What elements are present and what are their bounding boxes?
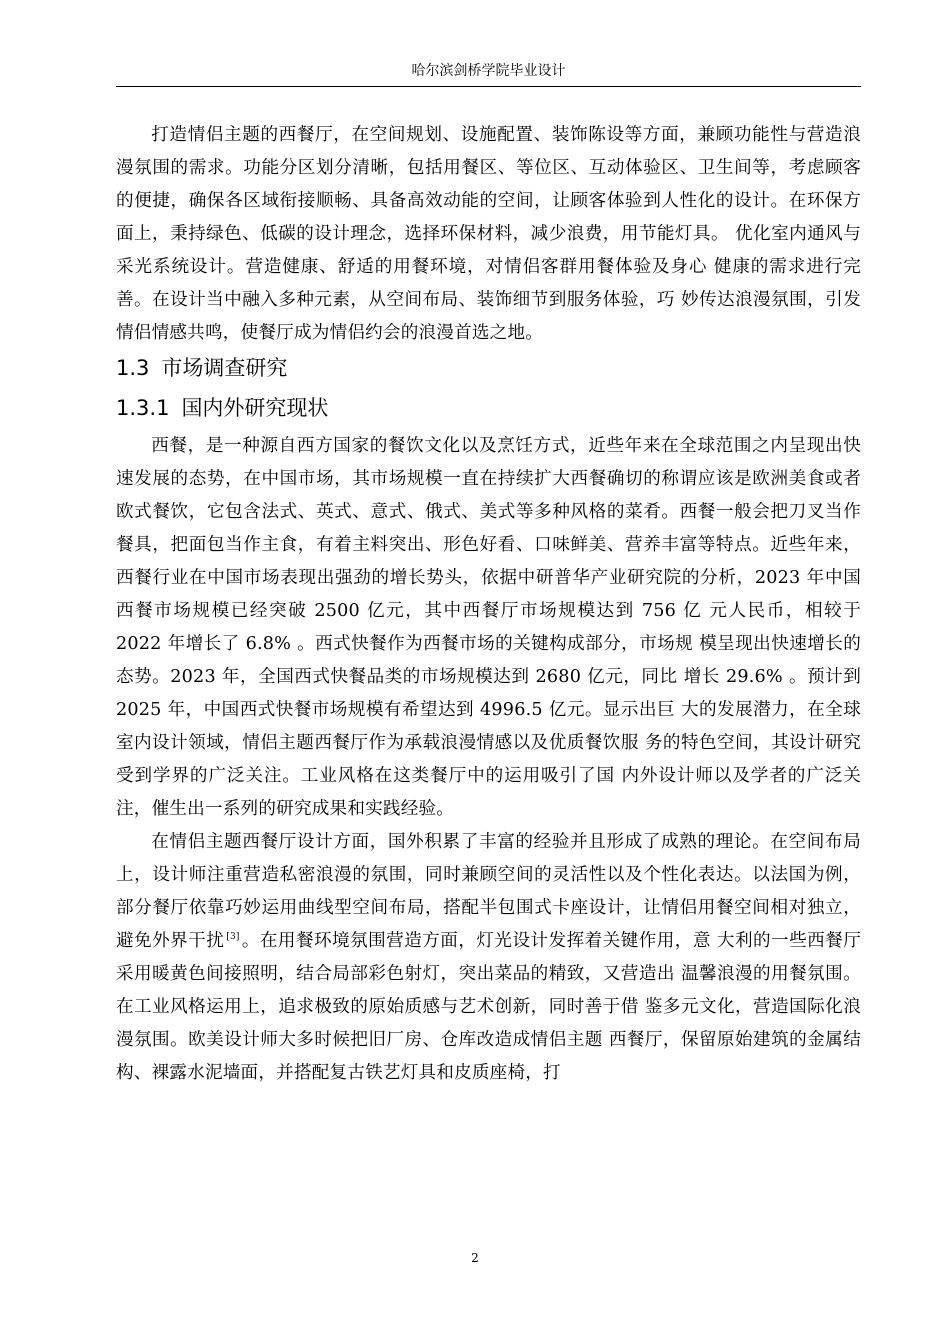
paragraph-international-research [116, 826, 861, 1090]
paragraph-design-goals: 打造情侣主题的西餐厅，在空间规划、设施配置、装饰陈设等方面，兼顾功能性与营造浪漫氛围的需求。功能分区划分清晰，包括用餐区、等位区、互动体验区、卫生间等，考虑顾客的便捷，确保各区域衔接顺畅、具备高效动能的空间，让顾客体验到人性化的设计。在环保方面上，秉持绿色、低碳的设计理念，选择环保材料，减少浪费，用节能灯具。 优化室内通风与采光系统设计。营造健康、舒适的用餐环境，对情侣客群用餐体验及身心 健康的需求进行完善。在设计当中融入多种元素，从空间布局、装饰细节到服务体验，巧 妙传达浪漫氛围，引发情侣情感共鸣，使餐厅成为情侣约会的浪漫首选之地。 [116, 125, 861, 343]
section-heading [116, 350, 861, 388]
paragraph-text-part-1: 在情侣主题西餐厅设计方面，国外积累了丰富的经验并且形成了成熟的理论。在空间布局上，设计师注重营造私密浪漫的氛围，同时兼顾空间的灵活性以及个性化表达。以法国为例，部分餐厅依靠巧妙运用曲线型空间布局，搭配半包围式卡座设计，让情侣用餐空间相对独立，避免外界干扰 [116, 832, 861, 951]
section-title: 市场调查研究 [161, 356, 288, 380]
subsection-title: 国内外研究现状 [181, 396, 329, 420]
page-header: 哈尔滨剑桥学院毕业设计 [411, 63, 566, 79]
header-divider [116, 86, 861, 87]
subsection-number: 1.3.1 [116, 396, 170, 420]
subsection-heading [116, 388, 861, 428]
document-body [116, 119, 861, 1090]
paragraph-text-part-2: 。在用餐环境氛围营造方面，灯光设计发挥着关键作用，意 大利的一些西餐厅采用暖黄色间接照明，结合局部彩色射灯，突出菜品的精致，又营造出 温馨浪漫的用餐氛围。在工业风格运用上，追求极致的原始质感与艺术创新，同时善于借 鉴多元文化，营造国际化浪漫氛围。欧美设计师大多时候把旧厂房、仓库改造成情侣主题 西餐厅，保留原始建筑的金属结构、裸露水泥墙面，并搭配复古铁艺灯具和皮质座椅，打 [116, 931, 861, 1083]
citation-marker[interactable]: [3] [226, 932, 240, 943]
paragraph-market-overview: 西餐，是一种源自西方国家的餐饮文化以及烹饪方式，近些年来在全球范围之内呈现出快速发展的态势，在中国市场，其市场规模一直在持续扩大西餐确切的称谓应该是欧洲美食或者欧式餐饮，它包含法式、英式、意式、俄式、美式等多种风格的菜肴。西餐一般会把刀叉当作餐具，把面包当作主食，有着主料突出、形色好看、口味鲜美、营养丰富等特点。近些年来，西餐行业在中国市场表现出强劲的增长势头，依据中研普华产业研究院的分析，2023 年中国西餐市场规模已经突破 2500 亿元，其中西餐厅市场规模达到 756 亿 元人民币，相较于 2022 年增长了 6.8% 。西式快餐作为西餐市场的关键构成部分，市场规 模呈现出快速增长的态势。2023 年，全国西式快餐品类的市场规模达到 2680 亿元，同比 增长 29.6% 。预计到 2025 年，中国西式快餐市场规模有希望达到 4996.5 亿元。显示出巨 大的发展潜力，在全球室内设计领域，情侣主题西餐厅作为承载浪漫情感以及优质餐饮服 务的特色空间，其设计研究受到学界的广泛关注。工业风格在这类餐厅中的运用吸引了国 内外设计师以及学者的广泛关注，催生出一系列的研究成果和实践经验。 [116, 436, 861, 819]
section-number: 1.3 [116, 356, 150, 380]
page-number: 2 [471, 1251, 479, 1265]
